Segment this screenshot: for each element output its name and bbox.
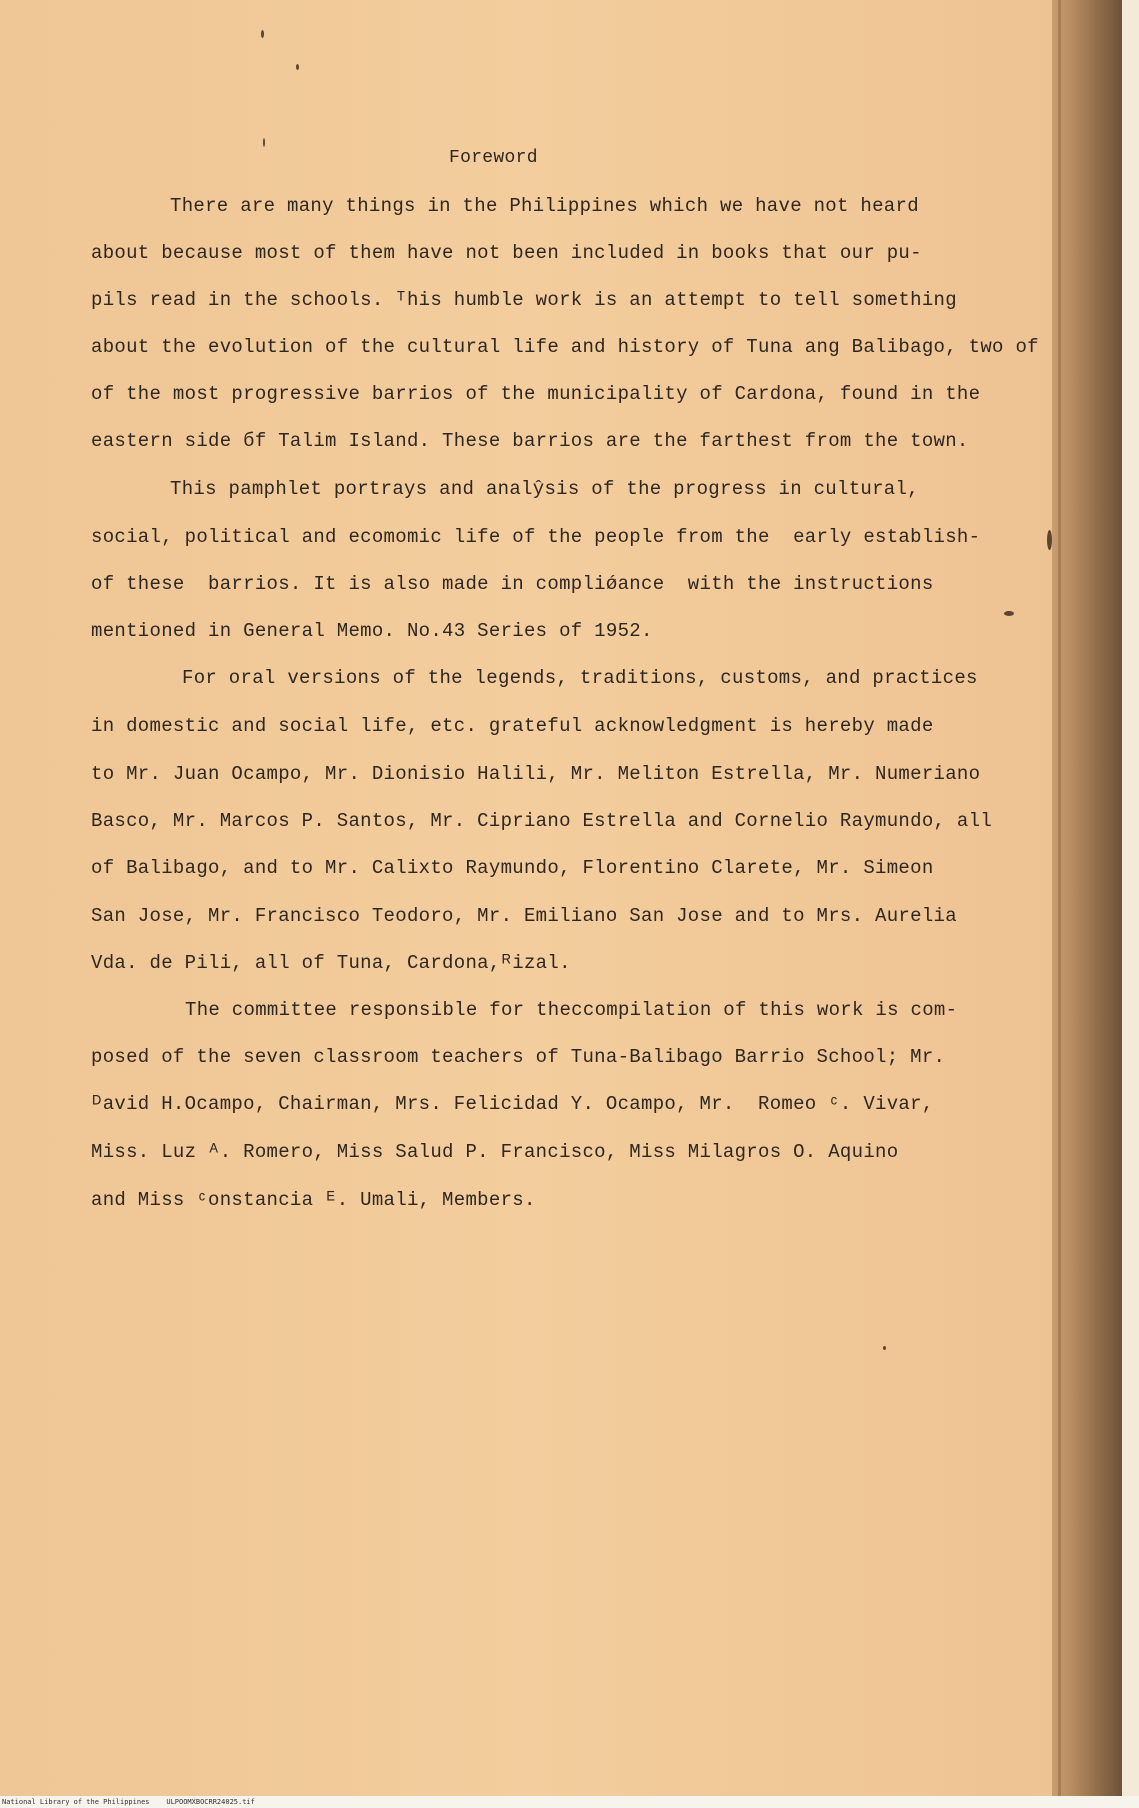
page-edge	[1052, 0, 1122, 1796]
text-line: ᴰavid H.Ocampo, Chairman, Mrs. Felicidad Y. Ocampo, Mr. Romeo ᶜ. Vivar,	[91, 1093, 934, 1115]
document-title: Foreword	[449, 148, 538, 168]
text-line: posed of the seven classroom teachers of Tuna-Balibago Barrio School; Mr.	[91, 1046, 946, 1068]
scan-speck	[1047, 530, 1052, 550]
text-line: The committee responsible for theccompilation of this work is com-	[185, 999, 958, 1021]
text-line: and Miss ᶜonstancia ᴱ. Umali, Members.	[91, 1189, 536, 1211]
text-line: eastern side бf Talim Island. These barrios are the farthest from the town.	[91, 430, 969, 452]
text-line: Miss. Luz ᴬ. Romero, Miss Salud P. Francisco, Miss Milagros O. Aquino	[91, 1141, 899, 1163]
scan-speck	[261, 30, 264, 38]
scan-speck	[296, 64, 299, 70]
text-line: San Jose, Mr. Francisco Teodoro, Mr. Emiliano San Jose and to Mrs. Aurelia	[91, 905, 957, 927]
scan-speck	[883, 1346, 886, 1350]
text-line: mentioned in General Memo. No.43 Series of 1952.	[91, 620, 653, 642]
text-line: For oral versions of the legends, traditions, customs, and practices	[182, 667, 978, 689]
scan-footer: National Library of the Philippines ULPOOMXBOCRR24025.tif	[0, 1796, 1139, 1808]
text-line: of Balibago, and to Mr. Calixto Raymundo, Florentino Clarete, Mr. Simeon	[91, 857, 934, 879]
text-line: in domestic and social life, etc. grateful acknowledgment is hereby made	[91, 715, 934, 737]
scan-speck	[1004, 611, 1014, 616]
scan-speck	[263, 138, 265, 147]
text-line: of the most progressive barrios of the municipality of Cardona, found in the	[91, 383, 981, 405]
text-line: This pamphlet portrays and analŷsis of the progress in cultural,	[170, 478, 919, 500]
text-line: about because most of them have not been included in books that our pu-	[91, 242, 922, 264]
text-line: Basco, Mr. Marcos P. Santos, Mr. Cipriano Estrella and Cornelio Raymundo, all	[91, 810, 993, 832]
text-line: about the evolution of the cultural life and history of Tuna ang Balibago, two of	[91, 336, 1039, 358]
text-line: pils read in the schools. ᵀhis humble work is an attempt to tell something	[91, 289, 957, 311]
text-line: Vda. de Pili, all of Tuna, Cardona,ᴿizal.	[91, 952, 571, 974]
page-edge-line	[1058, 0, 1061, 1796]
text-line: to Mr. Juan Ocampo, Mr. Dionisio Halili, Mr. Meliton Estrella, Mr. Numeriano	[91, 763, 981, 785]
text-line: of these barrios. It is also made in compliǿance with the instructions	[91, 573, 934, 595]
text-line: There are many things in the Philippines which we have not heard	[170, 195, 919, 217]
text-line: social, political and ecomomic life of the people from the early establish-	[91, 526, 981, 548]
